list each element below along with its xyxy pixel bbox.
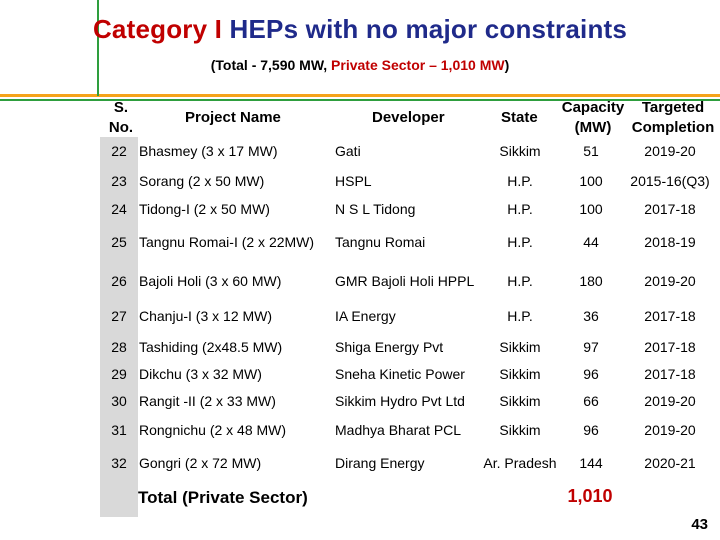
cell-sno: 30: [111, 393, 127, 409]
cell-state: Sikkim: [499, 393, 541, 409]
cell-completion: 2019-20: [644, 273, 696, 289]
cell-sno: 25: [111, 234, 127, 250]
cell-developer: HSPL: [335, 173, 372, 189]
cell-project-name: Dikchu (3 x 32 MW): [139, 366, 262, 382]
header-serial-number: [104, 98, 138, 138]
table-row: [100, 361, 720, 387]
cell-completion: 2017-18: [644, 366, 696, 382]
cell-capacity: 144: [579, 455, 603, 471]
cell-completion: 2020-21: [644, 455, 696, 471]
cell-capacity: 66: [583, 393, 599, 409]
cell-developer: Sneha Kinetic Power: [335, 366, 465, 382]
header-sno-line2: No.: [108, 119, 134, 136]
table-row: [100, 137, 720, 165]
title-rest: HEPs with no major constraints: [222, 14, 628, 44]
table-row: [100, 387, 720, 415]
cell-sno: 27: [111, 308, 127, 324]
cell-state: Sikkim: [499, 143, 541, 159]
cell-state: H.P.: [507, 273, 533, 289]
cell-sno: 32: [111, 455, 127, 471]
header-capacity-line2: (MW): [574, 119, 612, 136]
cell-completion: 2017-18: [644, 201, 696, 217]
cell-completion: 2017-18: [644, 308, 696, 324]
cell-state: H.P.: [507, 308, 533, 324]
cell-developer: Madhya Bharat PCL: [335, 422, 462, 438]
cell-developer: Tangnu Romai: [335, 234, 426, 250]
cell-sno: 31: [111, 422, 127, 438]
cell-project-name: Tangnu Romai-I (2 x 22MW): [139, 234, 315, 250]
cell-project-name: Bhasmey (3 x 17 MW): [139, 143, 278, 159]
header-targeted-line1: Targeted: [641, 99, 705, 116]
cell-state: Sikkim: [499, 422, 541, 438]
slide-title: [0, 14, 720, 45]
cell-capacity: 51: [583, 143, 599, 159]
total-label: Total (Private Sector): [138, 488, 308, 507]
cell-sno: 24: [111, 201, 127, 217]
cell-capacity: 100: [579, 201, 603, 217]
header-capacity-line1: Capacity: [561, 99, 625, 116]
orange-divider: [0, 94, 720, 97]
title-highlight: Category I: [92, 14, 223, 44]
cell-state: Ar. Pradesh: [483, 455, 557, 471]
cell-completion: 2018-19: [644, 234, 696, 250]
cell-developer: Shiga Energy Pvt: [335, 339, 444, 355]
cell-capacity: 97: [583, 339, 599, 355]
cell-sno: 28: [111, 339, 127, 355]
slide-subtitle: [0, 57, 720, 73]
cell-sno: 22: [111, 143, 127, 159]
header-project-name: Project Name: [185, 109, 281, 126]
cell-capacity: 96: [583, 422, 599, 438]
cell-completion: 2015-16(Q3): [630, 173, 710, 189]
header-sno-line1: S.: [113, 99, 129, 116]
cell-sno: 23: [111, 173, 127, 189]
table-row: [100, 415, 720, 445]
cell-project-name: Gongri (2 x 72 MW): [139, 455, 262, 471]
cell-developer: N S L Tidong: [335, 201, 416, 217]
subtitle-private: Private Sector – 1,010 MW: [331, 57, 505, 73]
header-developer: Developer: [372, 109, 445, 126]
cell-developer: Dirang Energy: [335, 455, 425, 471]
table-row: [100, 333, 720, 361]
cell-state: H.P.: [507, 201, 533, 217]
cell-project-name: Tidong-I (2 x 50 MW): [139, 201, 270, 217]
cell-developer: Sikkim Hydro Pvt Ltd: [335, 393, 465, 409]
cell-capacity: 96: [583, 366, 599, 382]
subtitle-prefix: (Total - 7,590 MW,: [210, 57, 332, 73]
cell-project-name: Sorang (2 x 50 MW): [139, 173, 265, 189]
header-state: State: [501, 109, 538, 126]
cell-completion: 2019-20: [644, 143, 696, 159]
cell-completion: 2019-20: [644, 393, 696, 409]
table-row: [100, 301, 720, 331]
cell-project-name: Rangit -II (2 x 33 MW): [139, 393, 276, 409]
header-capacity: [553, 98, 633, 138]
subtitle-suffix: ): [504, 57, 510, 73]
table-row: [100, 445, 720, 481]
cell-developer: GMR Bajoli Holi HPPL: [335, 273, 475, 289]
page-number: 43: [691, 516, 708, 533]
header-targeted-line2: Completion: [631, 119, 715, 136]
cell-completion: 2017-18: [644, 339, 696, 355]
cell-sno: 26: [111, 273, 127, 289]
cell-capacity: 100: [579, 173, 603, 189]
cell-capacity: 44: [583, 234, 599, 250]
table-row: [100, 223, 720, 261]
cell-project-name: Chanju-I (3 x 12 MW): [139, 308, 273, 324]
cell-completion: 2019-20: [644, 422, 696, 438]
cell-state: Sikkim: [499, 339, 541, 355]
cell-developer: Gati: [335, 143, 361, 159]
cell-capacity: 36: [583, 308, 599, 324]
table-row: [100, 261, 720, 301]
cell-capacity: 180: [579, 273, 603, 289]
cell-state: Sikkim: [499, 366, 541, 382]
cell-sno: 29: [111, 366, 127, 382]
cell-project-name: Rongnichu (2 x 48 MW): [139, 422, 287, 438]
cell-developer: IA Energy: [335, 308, 396, 324]
cell-state: H.P.: [507, 173, 533, 189]
header-targeted-completion: [626, 98, 720, 138]
cell-project-name: Tashiding (2x48.5 MW): [139, 339, 283, 355]
cell-project-name: Bajoli Holi (3 x 60 MW): [139, 273, 282, 289]
total-value: 1,010: [567, 486, 613, 506]
cell-state: H.P.: [507, 234, 533, 250]
table-row: [100, 167, 720, 195]
table-row: [100, 195, 720, 223]
